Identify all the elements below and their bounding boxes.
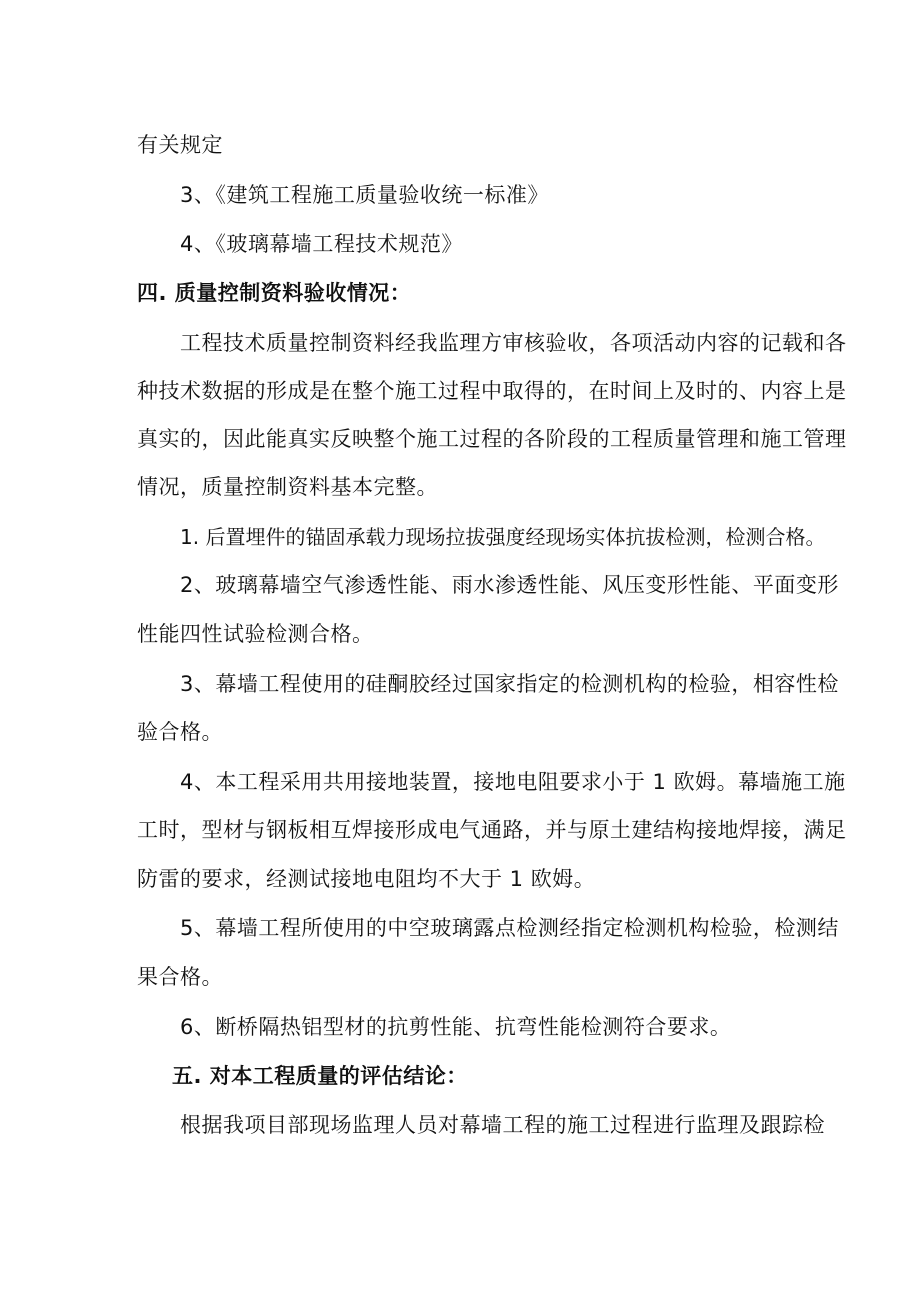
paragraph-line: 真实的，因此能真实反映整个施工过程的各阶段的工程质量管理和施工管理 <box>137 427 847 451</box>
paragraph-line: 根据我项目部现场监理人员对幕墙工程的施工过程进行监理及跟踪检 <box>180 1113 825 1137</box>
list-item: 2、玻璃幕墙空气渗透性能、雨水渗透性能、风压变形性能、平面变形 <box>180 573 839 597</box>
list-item-continuation: 工时，型材与钢板相互焊接形成电气通路，并与原土建结构接地焊接，满足 <box>137 818 847 842</box>
list-item: 1. 后置埋件的锚固承载力现场拉拔强度经现场实体抗拔检测，检测合格。 <box>180 525 826 549</box>
list-item-continuation: 果合格。 <box>137 965 223 989</box>
list-item: 3、幕墙工程使用的硅酮胶经过国家指定的检测机构的检验，相容性检 <box>180 672 839 696</box>
reference-item: 4、《玻璃幕墙工程技术规范》 <box>180 232 463 256</box>
reference-item: 3、《建筑工程施工质量验收统一标准》 <box>180 183 549 207</box>
section-heading: 五. 对本工程质量的评估结论： <box>172 1064 468 1088</box>
list-item: 5、幕墙工程所使用的中空玻璃露点检测经指定检测机构检验，检测结 <box>180 916 839 940</box>
paragraph-line: 情况，质量控制资料基本完整。 <box>137 475 438 499</box>
list-item: 6、断桥隔热铝型材的抗剪性能、抗弯性能检测符合要求。 <box>180 1015 732 1039</box>
paragraph-line: 种技术数据的形成是在整个施工过程中取得的，在时间上及时的、内容上是 <box>137 379 847 403</box>
list-item: 4、本工程采用共用接地装置，接地电阻要求小于 1 欧姆。幕墙施工施 <box>180 770 846 794</box>
list-item-continuation: 验合格。 <box>137 720 223 744</box>
continued-text-line: 有关规定 <box>137 133 223 157</box>
list-item-continuation: 防雷的要求，经测试接地电阻均不大于 1 欧姆。 <box>137 867 596 891</box>
section-heading: 四. 质量控制资料验收情况： <box>137 281 412 305</box>
list-item-continuation: 性能四性试验检测合格。 <box>137 622 374 646</box>
paragraph-line: 工程技术质量控制资料经我监理方审核验收，各项活动内容的记载和各 <box>180 331 847 355</box>
